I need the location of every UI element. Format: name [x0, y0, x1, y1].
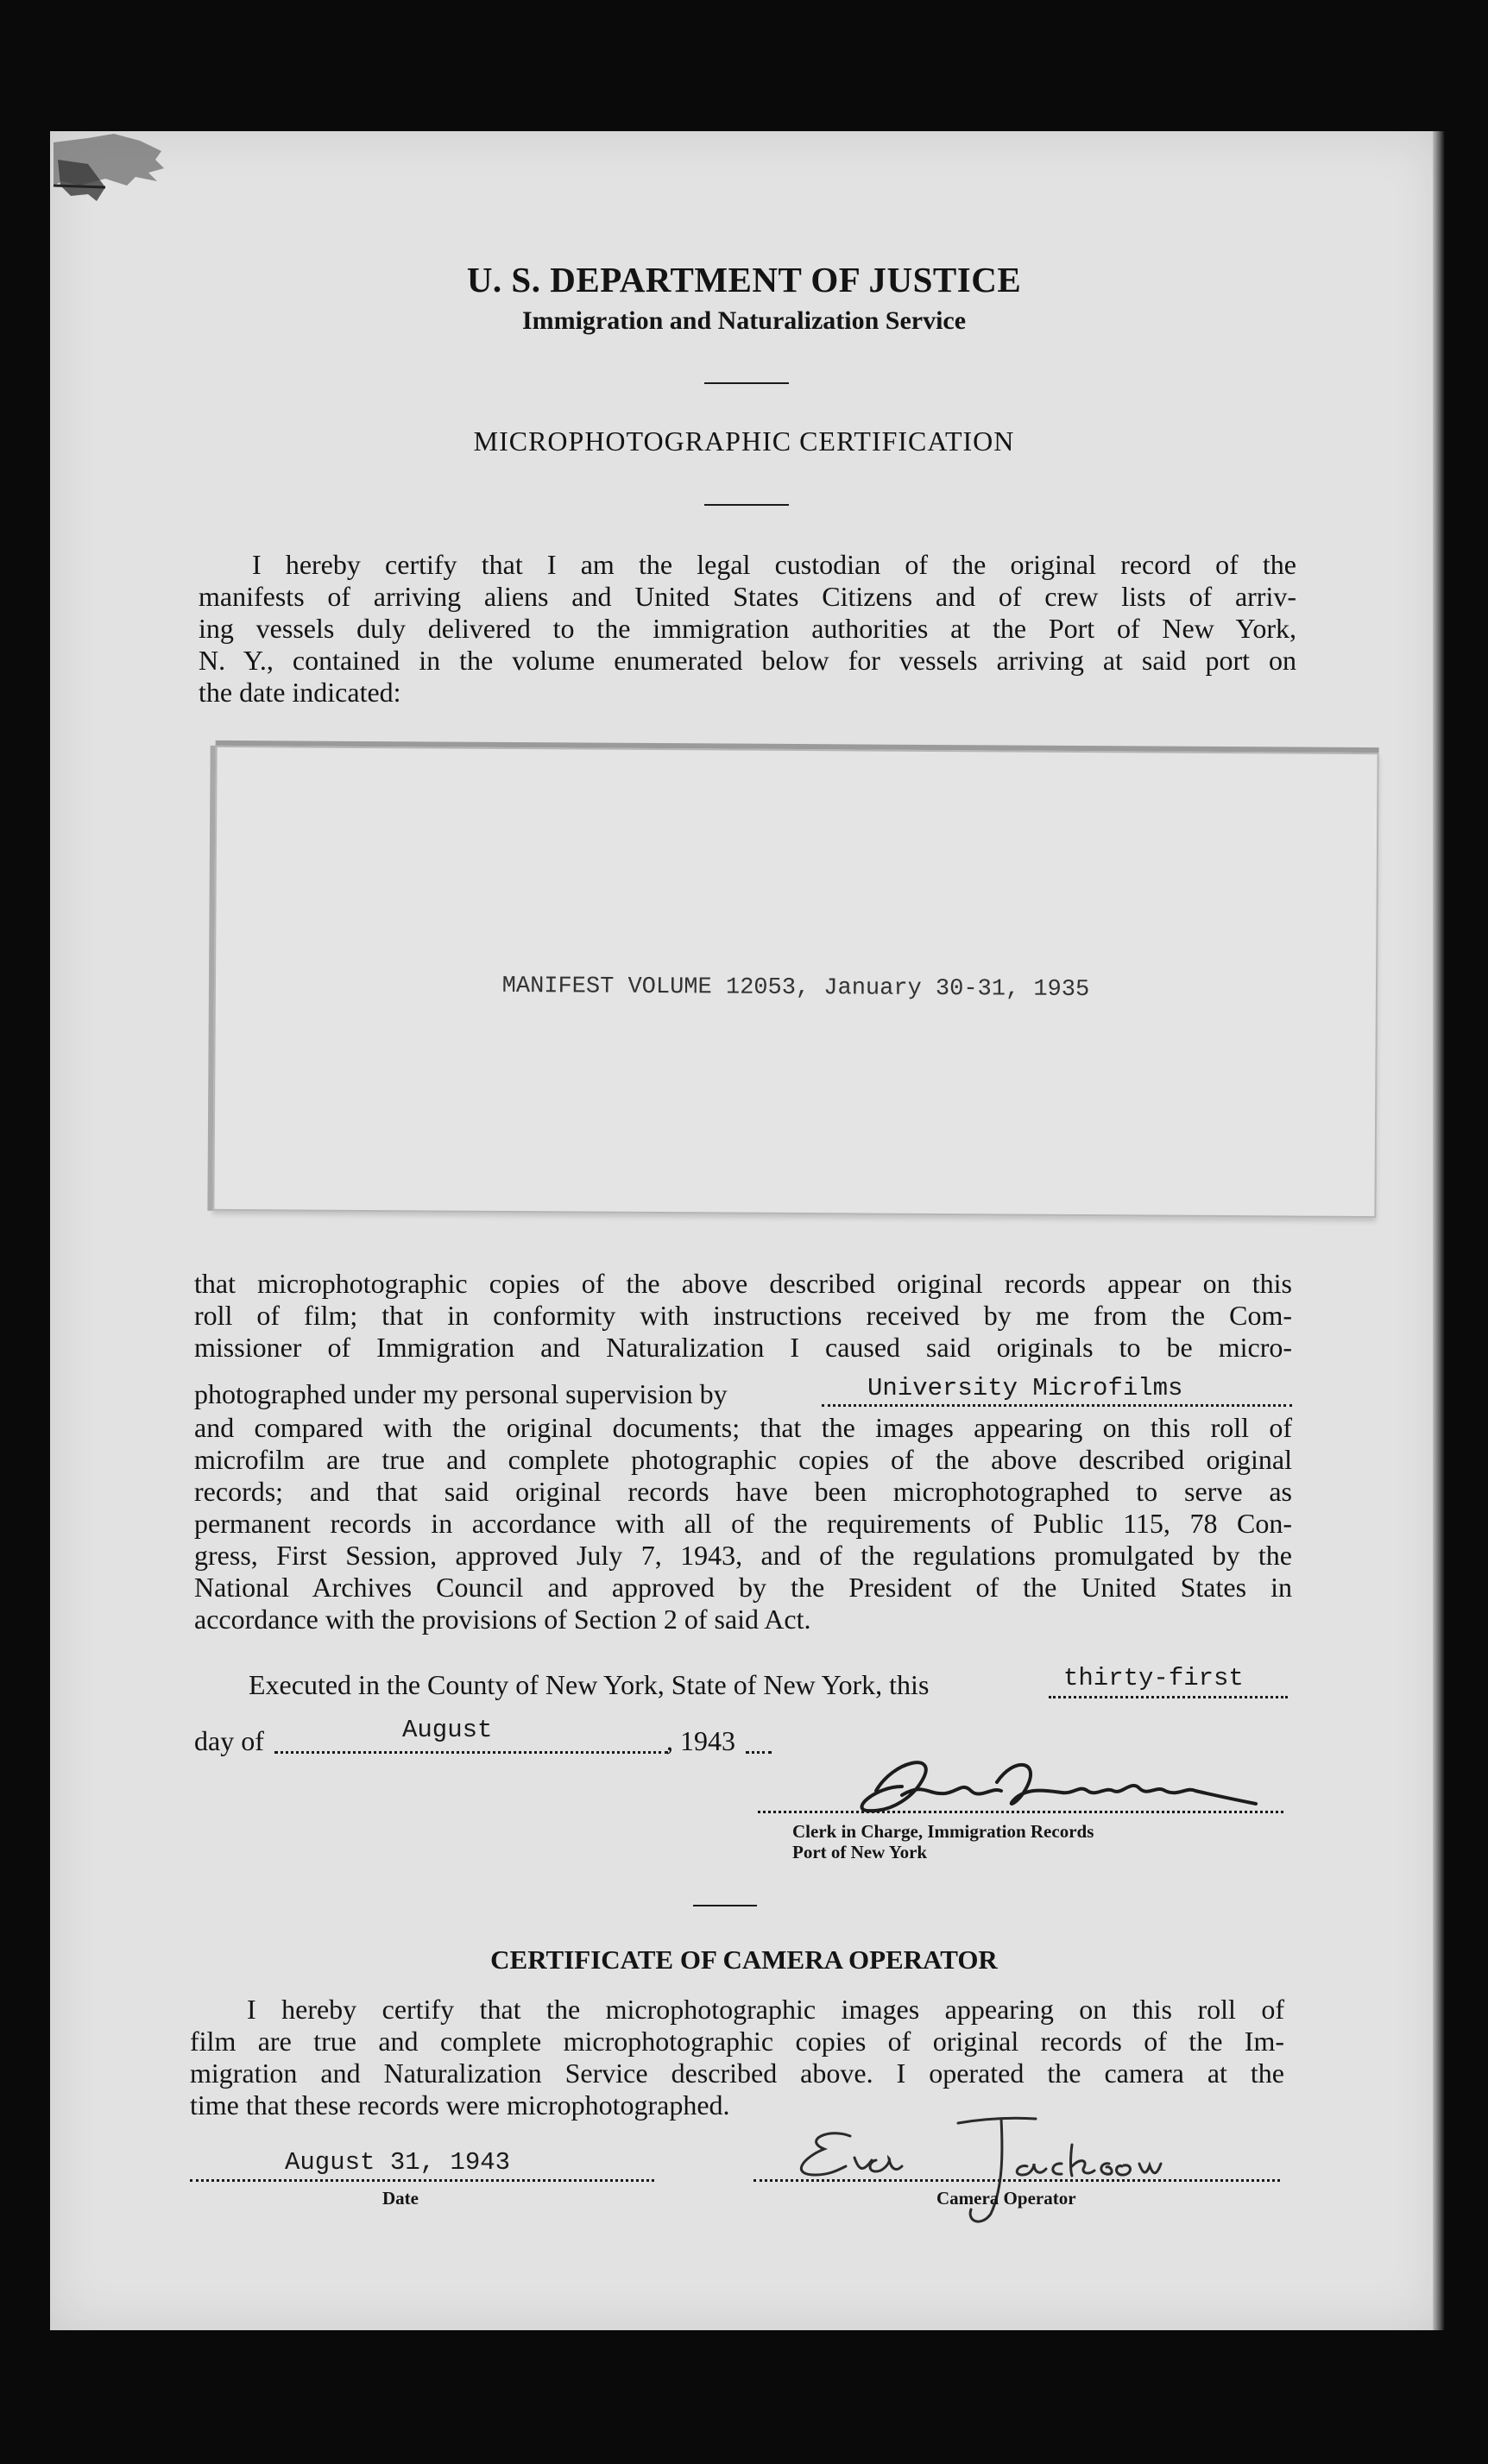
camera-line: I hereby certify that the microphotographic images appearing on this roll of [247, 1994, 1284, 2025]
body-line: roll of film; that in conformity with instructions received by me from the Com- [194, 1300, 1292, 1331]
clerk-signature [842, 1743, 1273, 1830]
body-line: National Archives Council and approved by the President of the United States in [194, 1572, 1292, 1603]
section-divider [693, 1905, 757, 1906]
execution-prefix: Executed in the County of New York, State of New York, this [249, 1669, 930, 1700]
service-subtitle: Immigration and Naturalization Service [521, 306, 967, 335]
intro-line: the date indicated: [199, 677, 401, 708]
clerk-title: Clerk in Charge, Immigration Records [792, 1821, 1094, 1842]
title-divider [704, 504, 789, 506]
intro-line: I hereby certify that I am the legal custodian of the original record of the [252, 549, 1296, 580]
day-of-label: day of [194, 1725, 264, 1756]
intro-paragraph [199, 549, 1296, 709]
year-dotted-line [746, 1751, 772, 1754]
date-value: August 31, 1943 [285, 2148, 511, 2177]
agency-title: U. S. DEPARTMENT OF JUSTICE [466, 260, 1022, 299]
body-line: that microphotographic copies of the above described original records appear on this [194, 1268, 1292, 1299]
form-title: MICROPHOTOGRAPHIC CERTIFICATION [473, 425, 1015, 457]
day-value: thirty-first [1063, 1664, 1244, 1692]
intro-line: manifests of arriving aliens and United States Citizens and of crew lists of arriv- [199, 581, 1296, 612]
body-line: accordance with the provisions of Section 2 of said Act. [194, 1604, 811, 1635]
header-divider [704, 382, 789, 384]
page-edge-shadow [1433, 131, 1445, 2330]
body-line: gress, First Session, approved July 7, 1943, and of the regulations promulgated by the [194, 1540, 1292, 1571]
body-line: records; and that said original records have been microphotographed to serve as [194, 1476, 1292, 1507]
camera-line: migration and Naturalization Service described above. I operated the camera at the [190, 2058, 1284, 2089]
year-text: , 1943 [666, 1725, 735, 1756]
body-paragraph [194, 1268, 1292, 1364]
intro-line: N. Y., contained in the volume enumerated below for vessels arriving at said port on [199, 645, 1296, 676]
body-line: missioner of Immigration and Naturalization I caused said originals to be micro- [194, 1332, 1292, 1363]
supervisor-name: University Microfilms [867, 1374, 1183, 1402]
body-paragraph-continued [194, 1412, 1292, 1635]
intro-line: ing vessels duly delivered to the immigration authorities at the Port of New York, [199, 613, 1296, 644]
month-dotted-line [274, 1751, 668, 1754]
operator-signature [777, 2093, 1226, 2231]
torn-corner-mark [54, 134, 164, 211]
clerk-port: Port of New York [792, 1842, 928, 1862]
supervision-prefix: photographed under my personal supervision by [194, 1378, 728, 1409]
day-dotted-line [1049, 1696, 1288, 1698]
date-label: Date [382, 2188, 419, 2209]
operator-label: Camera Operator [936, 2188, 1076, 2209]
camera-line: time that these records were microphotographed. [190, 2089, 730, 2121]
body-line: and compared with the original documents; that the images appearing on this roll of [194, 1412, 1292, 1443]
volume-text: MANIFEST VOLUME 12053, January 30-31, 1935 [501, 973, 1090, 1004]
supervisor-dotted-line [822, 1404, 1292, 1407]
body-line: permanent records in accordance with all of the requirements of Public 115, 78 Con- [194, 1508, 1292, 1539]
body-line: microfilm are true and complete photographic copies of the above described original [194, 1444, 1292, 1475]
date-dotted-line [190, 2179, 654, 2182]
month-value: August [402, 1716, 493, 1744]
volume-card [212, 746, 1378, 1218]
camera-line: film are true and complete microphotographic copies of original records of the Im- [190, 2026, 1284, 2057]
camera-heading: CERTIFICATE OF CAMERA OPERATOR [490, 1944, 998, 1975]
